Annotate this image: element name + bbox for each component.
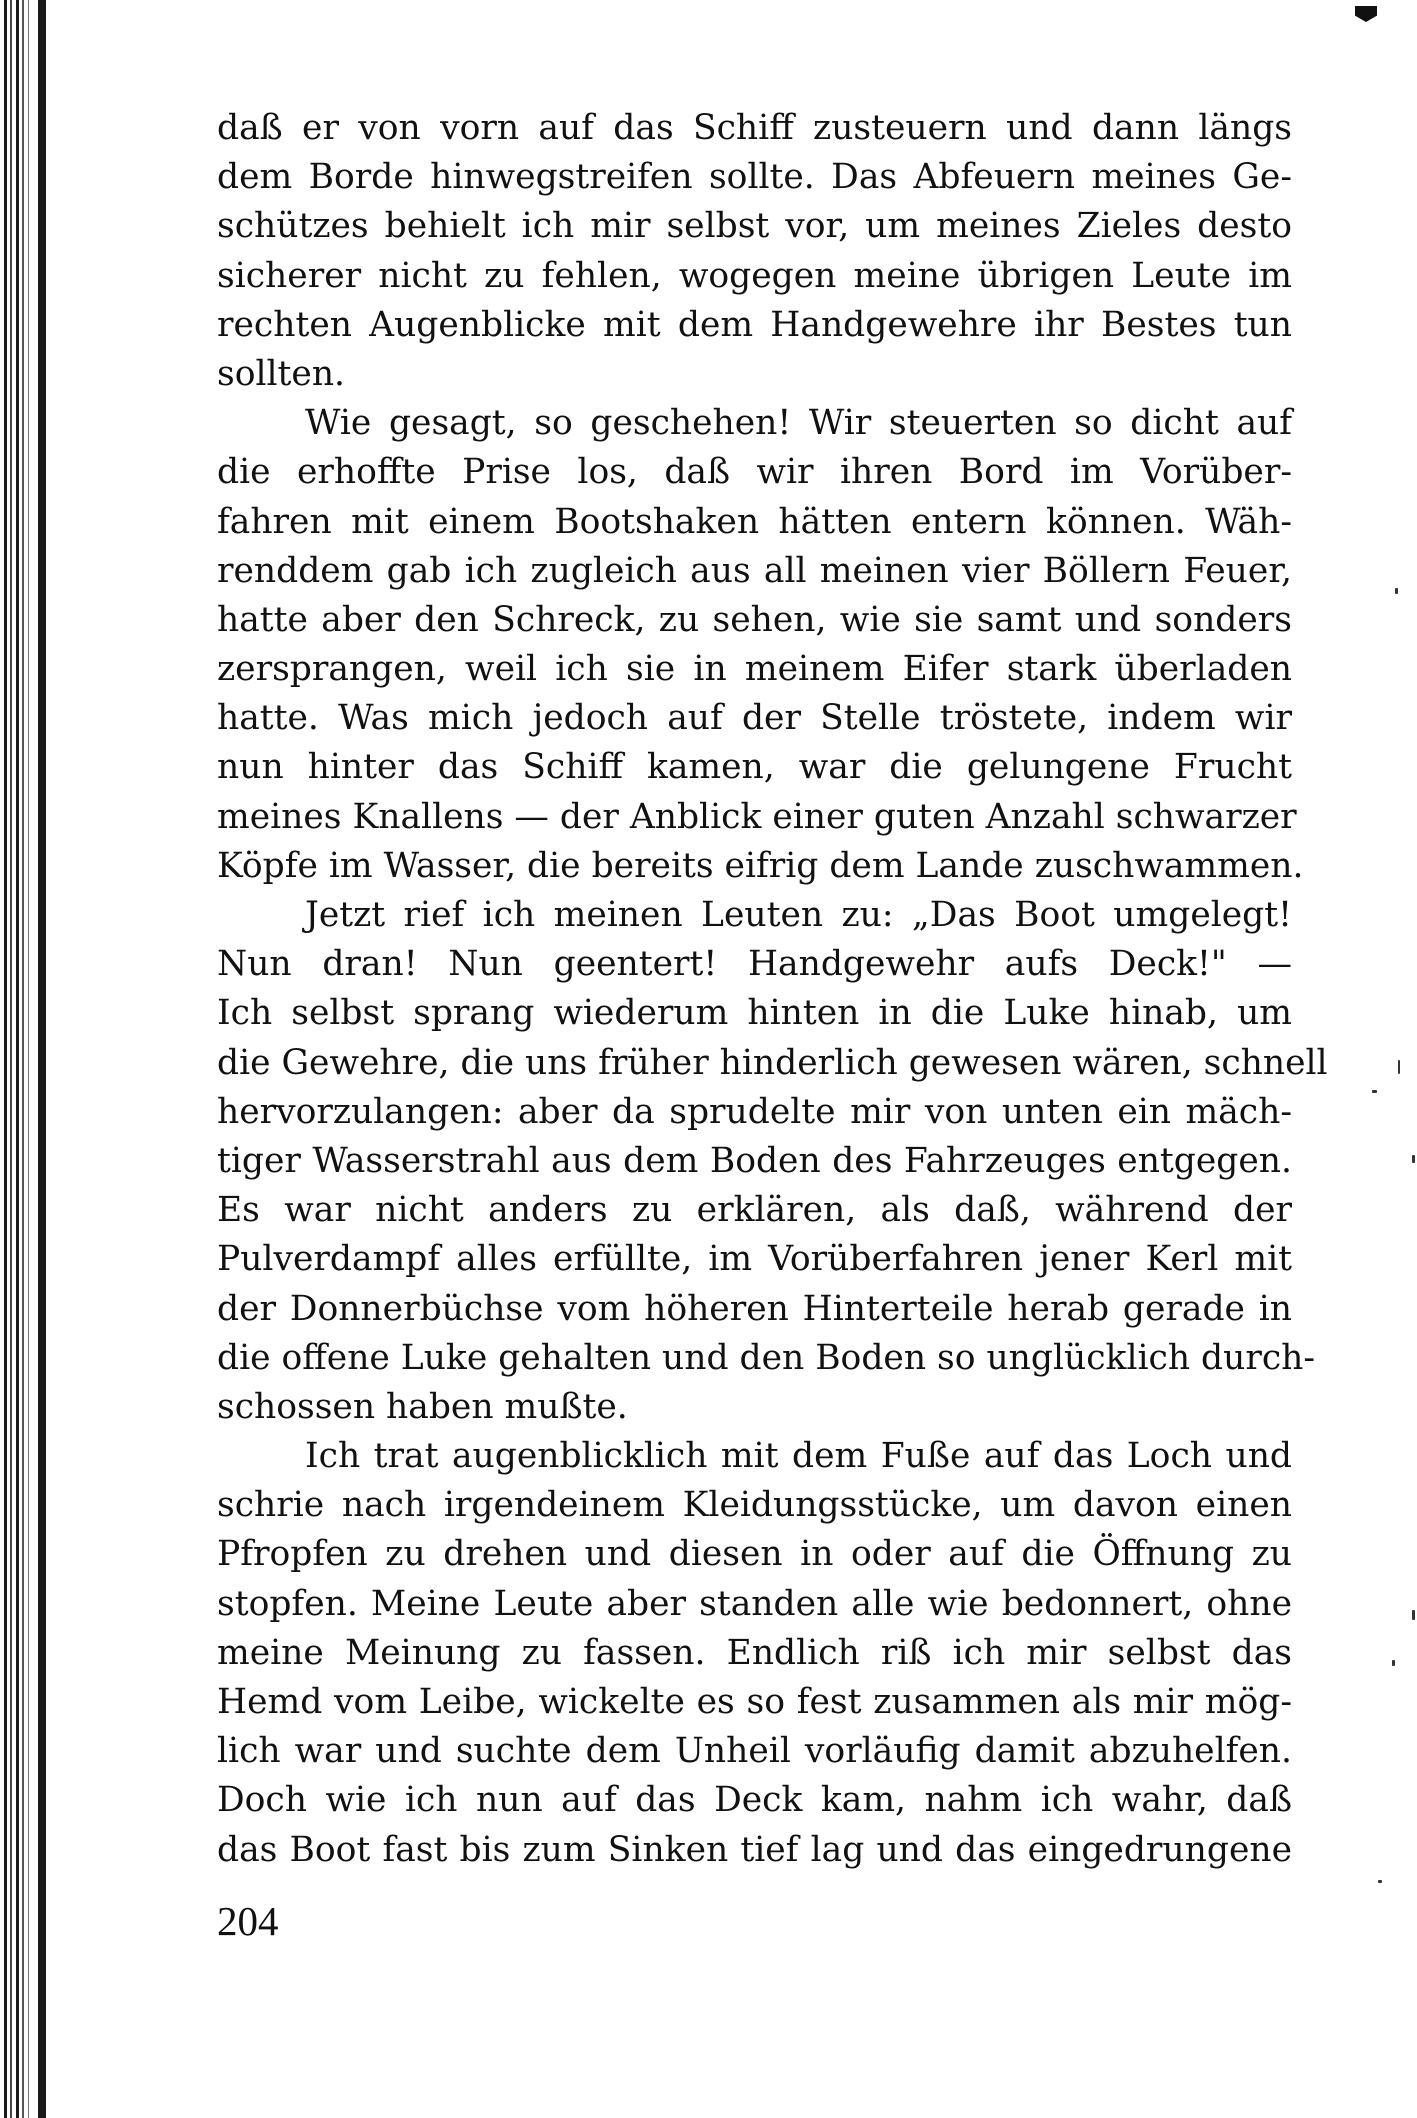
page-number: 204	[217, 1898, 279, 1944]
scan-speck	[1372, 1090, 1377, 1093]
text-line: daß er von vorn auf das Schiff zusteuern und dann längs	[217, 108, 1292, 148]
scan-speck	[1412, 1610, 1415, 1620]
text-line: Pfropfen zu drehen und diesen in oder auf die Öffnung zu	[217, 1534, 1292, 1575]
text-line: Pulverdampf alles erfüllte, im Vorüberfahren jener Kerl mit	[217, 1239, 1292, 1280]
text-line: renddem gab ich zugleich aus all meinen vier Böllern Feuer,	[217, 550, 1292, 591]
text-line: Hemd vom Leibe, wickelte es so fest zusammen als mir mög-	[217, 1682, 1292, 1722]
text-line: hatte. Was mich jedoch auf der Stelle tröstete, indem wir	[217, 698, 1292, 739]
text-line: sollten.	[217, 353, 346, 394]
text-line: das Boot fast bis zum Sinken tief lag und das eingedrungene	[217, 1829, 1292, 1870]
text-line: tiger Wasserstrahl aus dem Boden des Fahrzeuges entgegen.	[217, 1140, 1292, 1181]
text-line: fahren mit einem Bootshaken hätten entern können. Wäh-	[217, 501, 1292, 542]
text-line: schossen haben mußte.	[217, 1386, 628, 1427]
scan-speck	[1378, 1880, 1382, 1883]
text-line: Ich trat augenblicklich mit dem Fuße auf das Loch und	[305, 1436, 1292, 1477]
text-line: die Gewehre, die uns früher hinderlich gewesen wären, schnell	[217, 1042, 1328, 1083]
text-line: Doch wie ich nun auf das Deck kam, nahm ich wahr, daß	[217, 1780, 1292, 1821]
text-line: Köpfe im Wasser, die bereits eifrig dem Lande zuschwammen.	[217, 845, 1304, 886]
text-line: lich war und suchte dem Unheil vorläufig damit abzuhelfen.	[217, 1731, 1292, 1772]
text-line: zersprangen, weil ich sie in meinem Eifer stark überladen	[217, 649, 1292, 690]
text-line: Wie gesagt, so geschehen! Wir steuerten so dicht auf	[305, 403, 1292, 444]
scan-speck	[1395, 588, 1398, 594]
text-line: meine Meinung zu fassen. Endlich riß ich mir selbst das	[217, 1632, 1292, 1673]
text-line: die erhoffte Prise los, daß wir ihren Bord im Vorüber-	[217, 452, 1292, 493]
scan-speck	[1392, 1660, 1395, 1666]
text-line: Es war nicht anders zu erklären, als daß, während der	[217, 1190, 1292, 1231]
scan-speck	[1412, 1155, 1415, 1163]
text-line: schrie nach irgendeinem Kleidungsstücke, um davon einen	[217, 1485, 1292, 1526]
text-line: dem Borde hinwegstreifen sollte. Das Abfeuern meines Ge-	[217, 157, 1292, 198]
text-line: der Donnerbüchse vom höheren Hinterteile herab gerade in	[217, 1288, 1292, 1329]
binding-edge-line	[16, 0, 19, 2118]
page-body-text	[217, 104, 1328, 1875]
text-line: rechten Augenblicke mit dem Handgewehre ihr Bestes tun	[217, 304, 1292, 345]
text-line: Ich selbst sprang wiederum hinten in die Luke hinab, um	[217, 993, 1292, 1034]
text-line: sicherer nicht zu fehlen, wogegen meine übrigen Leute im	[217, 255, 1292, 296]
text-line: die offene Luke gehalten und den Boden so unglücklich durch-	[217, 1337, 1316, 1378]
text-line: hervorzulangen: aber da sprudelte mir von unten ein mäch-	[217, 1091, 1292, 1132]
scan-speck	[1398, 1060, 1400, 1074]
page-corner-mark	[1355, 6, 1377, 22]
text-line: Jetzt rief ich meinen Leuten zu: „Das Boot umgelegt!	[305, 895, 1292, 935]
binding-edge-line	[10, 0, 12, 2118]
text-line: Nun dran! Nun geentert! Handgewehr aufs Deck!" —	[217, 944, 1292, 985]
text-line: schützes behielt ich mir selbst vor, um meines Zieles desto	[217, 206, 1292, 247]
text-line: hatte aber den Schreck, zu sehen, wie sie samt und sonders	[217, 599, 1292, 640]
binding-edge-line	[28, 0, 29, 2118]
text-line: nun hinter das Schiff kamen, war die gelungene Frucht	[217, 747, 1292, 788]
binding-edge-line	[22, 0, 24, 2118]
text-line: meines Knallens — der Anblick einer guten Anzahl schwarzer	[217, 796, 1297, 837]
text-line: stopfen. Meine Leute aber standen alle wie bedonnert, ohne	[217, 1583, 1292, 1624]
binding-edge-line	[4, 0, 7, 2118]
binding-edge-bar	[38, 0, 46, 2118]
